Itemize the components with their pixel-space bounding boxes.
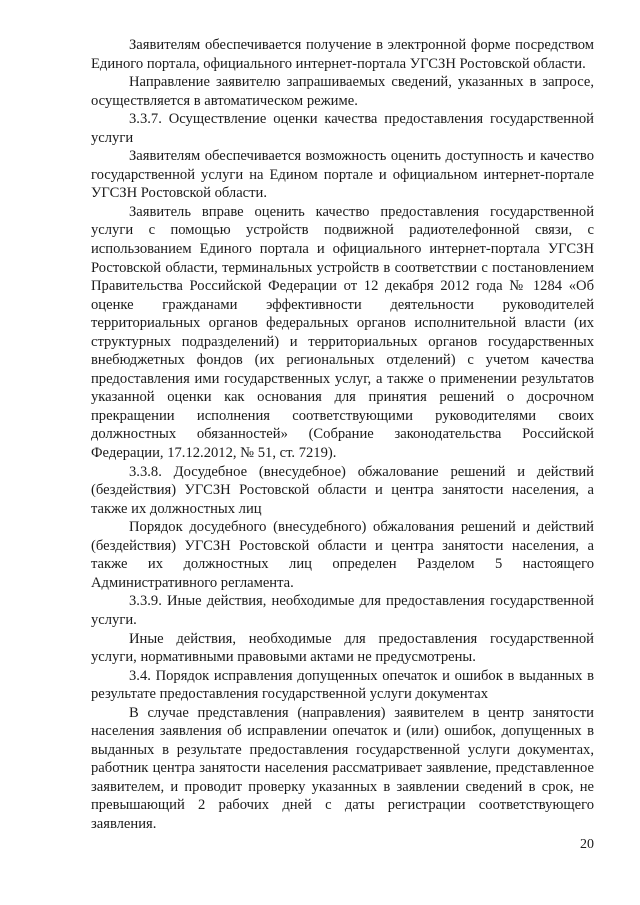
section-heading-3-3-9: 3.3.9. Иные действия, необходимые для предоставления государственной услуги. (91, 593, 594, 628)
paragraph-error-correction: В случае представления (направления) заявителем в центр занятости населения заявления об исправлении опечаток и (или) ошибок, допущенных в выданных в результате предоставления государственной услуги документах, работник центра занятости населения рассматривает заявление, представленное заявителем, и проводит проверку указанных в заявлении сведений в срок, не превышающий 2 рабочих дней с даты регистрации соответствующего заявления. (91, 704, 594, 832)
section-heading-3-3-7: 3.3.7. Осуществление оценки качества предоставления государственной услуги (91, 111, 594, 146)
section-heading-3-3-8: 3.3.8. Досудебное (внесудебное) обжалование решений и действий (бездействия) УГСЗН Ростовской области и центра занятости населения, а также их должностных лиц (91, 463, 594, 517)
paragraph-other-actions: Иные действия, необходимые для предоставления государственной услуги, нормативными правовыми актами не предусмотрены. (91, 630, 594, 666)
paragraph-appeal-procedure: Порядок досудебного (внесудебного) обжалования решений и действий (бездействия) УГСЗН Ростовской области и центра занятости населения, а также их должностных лиц определен Разделом 5 настоящего Административного регламента. (91, 519, 594, 591)
section-heading-3-4: 3.4. Порядок исправления допущенных опечаток и ошибок в выданных в результате предоставления государственной услуги документах (91, 667, 594, 703)
page-number: 20 (580, 837, 594, 852)
document-page (91, 36, 594, 834)
paragraph-automatic-mode: Направление заявителю запрашиваемых сведений, указанных в запросе, осуществляется в автоматическом режиме. (91, 74, 594, 109)
paragraph-government-decree: Заявитель вправе оценить качество предоставления государственной услуги с помощью устройств подвижной радиотелефонной связи, с использованием Единого портала и официального интернет-портала УГСЗН Ростовской области, терминальных устройств в соответствии с постановлением Правительства Российской Федерации от 12 декабря 2012 года № 1284 «Об оценке гражданами эффективности деятельности руководителей территориальных органов федеральных органов исполнительной власти (их структурных подразделений) и территориальных органов государственных внебюджетных фондов (их региональных отделений) с учетом качества предоставления ими государственных услуг, а также о применении результатов указанной оценки как основания для принятия решений о досрочном прекращении исполнения соответствующими руководителями своих должностных обязанностей» (Собрание законодательства Российской Федерации, 17.12.2012, № 51, ст. 7219). (91, 203, 594, 462)
paragraph-quality-evaluation: Заявителям обеспечивается возможность оценить доступность и качество государственной услуги на Едином портале и официальном интернет-портале УГСЗН Ростовской области. (91, 148, 594, 202)
paragraph-electronic-form: Заявителям обеспечивается получение в электронной форме посредством Единого портала, официального интернет-портала УГСЗН Ростовской области. (91, 37, 594, 72)
